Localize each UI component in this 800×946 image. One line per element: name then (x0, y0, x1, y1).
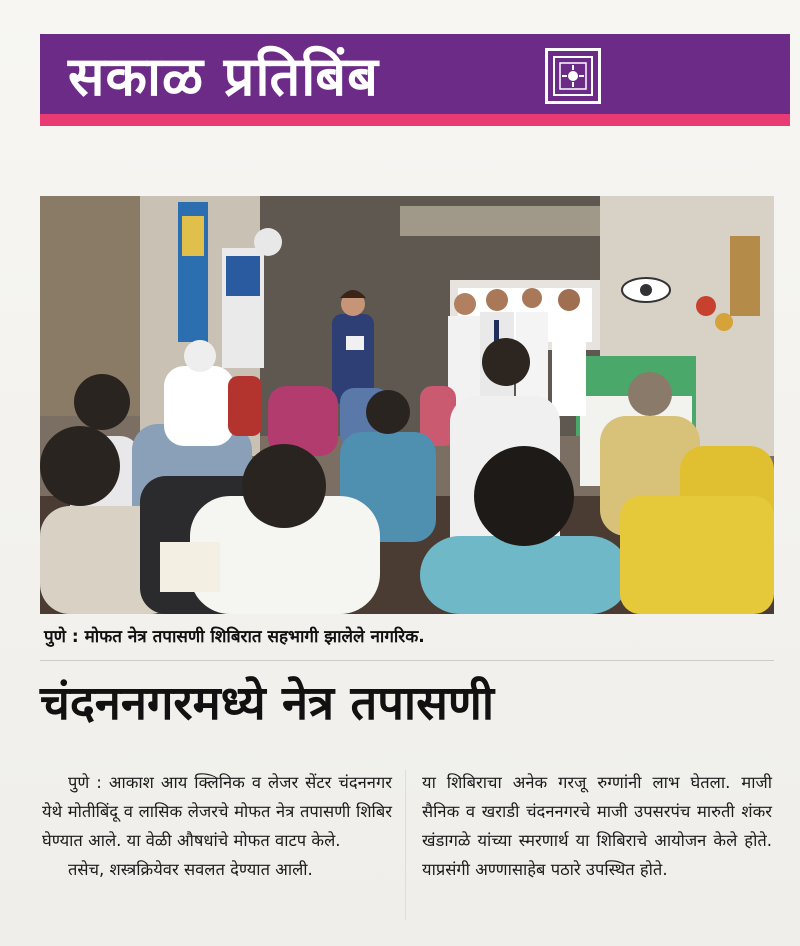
divider (40, 660, 774, 661)
article-paragraph: या शिबिराचा अनेक गरजू रुग्णांनी लाभ घेतला. माजी सैनिक व खराडी चंदननगरचे माजी उपसरपंच मारुती शंकर खंडागळे यांच्या स्मरणार्थ या शिबिराचे आयोजन केले होते. याप्रसंगी अण्णासाहेब पठारे उपस्थित होते. (422, 773, 772, 879)
photo-caption: पुणे : मोफत नेत्र तपासणी शिबिरात सहभागी झालेले नागरिक. (44, 627, 425, 647)
article-column-left (42, 768, 392, 884)
article-column-right (422, 768, 772, 884)
headline: चंदननगरमध्ये नेत्र तपासणी (40, 676, 495, 731)
article-paragraph: पुणे : आकाश आय क्लिनिक व लेजर सेंटर चंदननगर येथे मोतीबिंदू व लासिक लेजरचे मोफत नेत्र तपासणी शिबिर घेण्यात आले. या वेळी औषधांचे मोफत वाटप केले. (42, 773, 392, 850)
masthead-title: सकाळ प्रतिबिंब (68, 45, 379, 108)
masthead-band (40, 34, 790, 126)
event-photo (40, 196, 774, 614)
event-photo-illustration (40, 196, 774, 614)
column-divider (405, 770, 406, 920)
sakal-pratibimb-logo-icon (545, 48, 601, 104)
article-paragraph: तसेच, शस्त्रक्रियेवर सवलत देण्यात आली. (68, 860, 313, 879)
